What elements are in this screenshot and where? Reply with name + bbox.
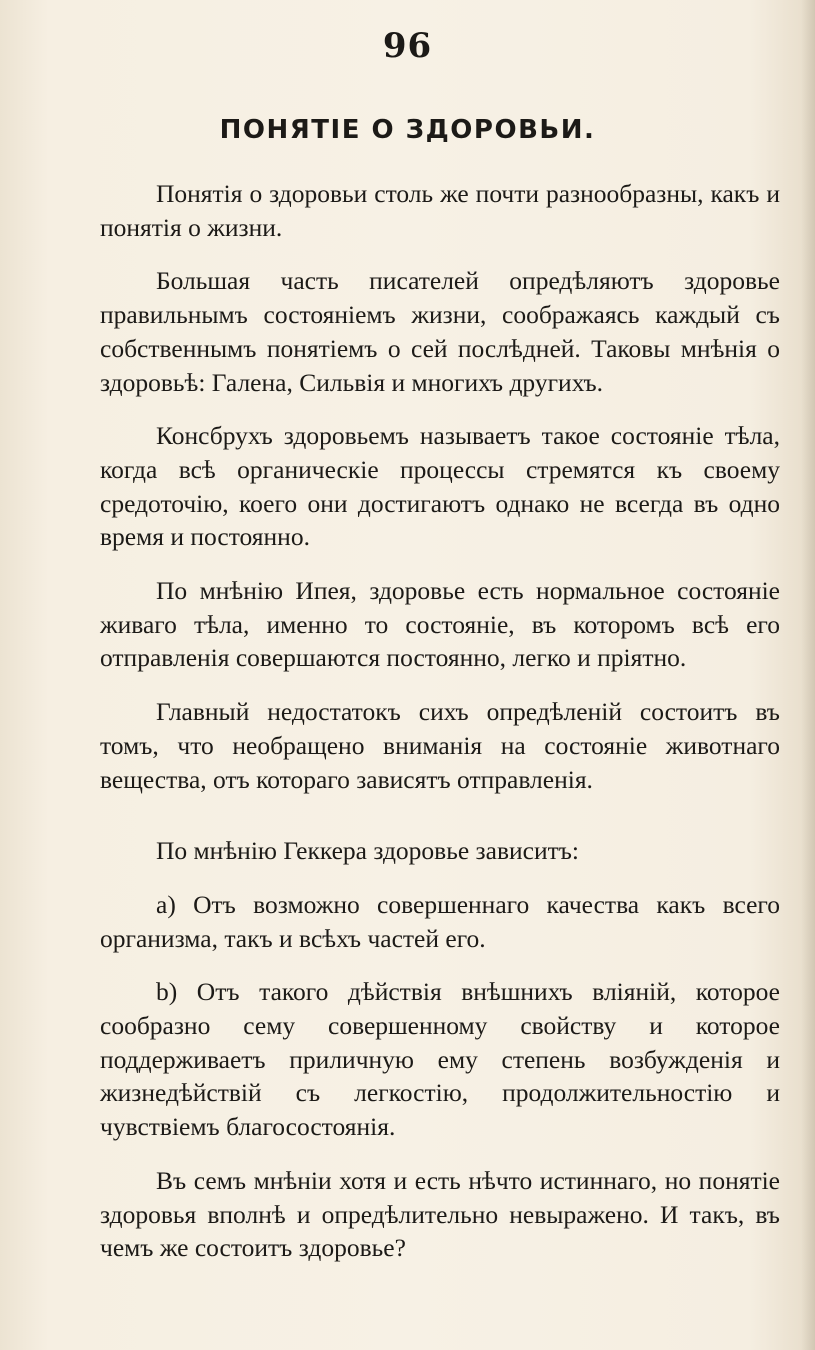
paragraph: Большая часть писателей опредѣляютъ здоровье правильнымъ состояніемъ жизни, соображаясь каждый съ собственнымъ понятіемъ о сей послѣдней. Таковы мнѣнія о здоровьѣ: Галена, Сильвія и многихъ другихъ. [100,266,780,397]
paragraph: По мнѣнію Геккера здоровье зависитъ: [156,836,580,866]
section-heading: ПОНЯТІЕ О ЗДОРОВЬИ. [219,115,596,145]
paragraph: Въ семъ мнѣніи хотя и есть нѣчто истиннаго, но понятіе здоровья вполнѣ и опредѣлительно невыражено. И такъ, въ чемъ же состоитъ здоровье? [100,1165,780,1263]
list-item: a) Отъ возможно совершеннаго качества какъ всего организма, такъ и всѣхъ частей его. [100,889,780,953]
page-number: 96 [382,26,433,66]
paragraph: Понятія о здоровьи столь же почти разнообразны, какъ и понятія о жизни. [100,179,780,242]
body-text [100,177,780,1285]
paragraph: По мнѣнію Ипея, здоровье есть нормальное состояніе живаго тѣла, именно то состояніе, въ которомъ всѣ его отправленія совершаются постоянно, легко и пріятно. [100,576,780,673]
list-item: b) Отъ такого дѣйствія внѣшнихъ вліяній, которое сообразно сему совершенному свойству и которое поддерживаетъ приличную ему степень возбужденія и жизнедѣйствій съ легкостію, продолжительностію и чувствіемъ благосостоянія. [100,977,780,1142]
paragraph: Консбрухъ здоровьемъ называетъ такое состояніе тѣла, когда всѣ органическіе процессы стремятся къ своему средоточію, коего они достигаютъ однако не всегда въ одно время и постоянно. [100,421,780,552]
paragraph: Главный недостатокъ сихъ опредѣленій состоитъ въ томъ, что необращено вниманія на состояніе животнаго вещества, отъ котораго зависятъ отправленія. [100,697,780,794]
page-edge-shadow [801,0,815,1350]
